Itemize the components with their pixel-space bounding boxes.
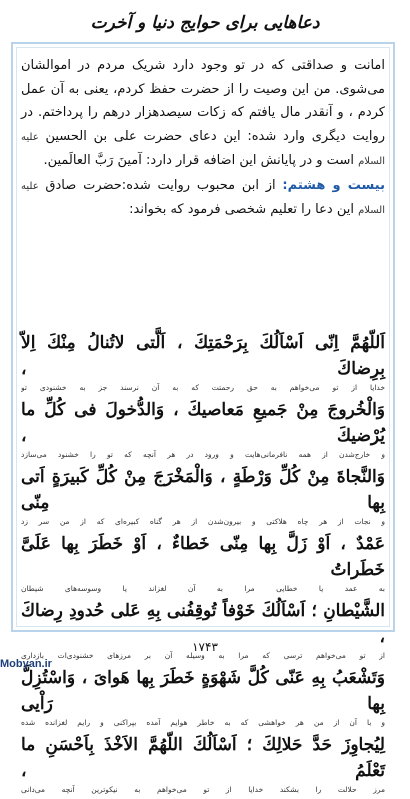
translation-line: و نجات از هر چاه هلاکتی و بیرون‌شدن از هر گناه کبیره‌ای که از من سر زد: [21, 517, 385, 526]
page-footer: [8, 640, 402, 654]
prayer-block: [21, 330, 385, 799]
body-text: [21, 54, 385, 223]
paragraph-text: امانت و صداقتی که در تو وجود دارد شریک مردم در اموالشان می‌شوی. من این وصیت را از حضرت حفظ کردم، یعنی به آن عمل کردم ، و آنقدر مال یافتم که زکات سیصدهزار درهم را پرداختم. در روایت دیگری وارد شده: این دعای حضرت علی بن الحسین: [21, 58, 386, 144]
arabic-line: الشَّیْطانِ ؛ اَسْاَلُكَ خَوْفاً تُوقِفُنی بِهِ عَلی حُدودِ رِضاكَ ،: [21, 601, 385, 647]
arabic-line: وَتَشْعَبُ بِهِ عَنّی كُلَّ شَهْوَةٍ خَطَرَ بِها هَوایَ ، وَاسْتُزِلَّ بِها رَاْیی: [21, 668, 385, 714]
paragraph-text-end: است و در پایانش این اضافه قرار دارد: آمینَ رَبَّ العالَمین.: [43, 153, 354, 168]
section-title: بیست و هشتم:: [282, 177, 385, 193]
arabic-line: وَالنَّجاةَ مِنْ كُلِّ وَرْطَةٍ ، وَالْمَخْرَجَ مِنْ كُلِّ كَبیرَةٍ اَتی بِها مِنّی: [21, 467, 385, 513]
translation-line: و خارج‌شدن از همه نافرمانی‌هایت و ورود در هر آنچه که تو را خشنود می‌سازد: [21, 450, 385, 459]
salawat-mark: علیه السلام: [21, 180, 385, 216]
translation-line: و با آن از من هر خواهشی که به خاطر هوایم آمده بپراکنی و رایم لغزانده شده: [21, 718, 385, 727]
section-heading: [21, 174, 385, 223]
arabic-line: وَالْخُروجَ مِنْ جَمیعِ مَعاصیكَ ، وَالدُّخولَ فی كُلِّ ما یُرْضیكَ ،: [21, 400, 385, 446]
site-watermark[interactable]: Mobyan.ir: [0, 658, 52, 670]
section-intro: از ابن محبوب روایت شده:حضرت صادق: [38, 177, 276, 193]
translation-line: از تو می‌خواهم ترسی که مرا به وسیله آن بر مرزهای خشنودی‌ات بازداری: [21, 651, 385, 660]
salawat-mark: علیه السلام: [21, 131, 385, 167]
translation-line: به عمد یا خطایی مرا به آن لغزاند یا وسوسه‌های شیطان: [21, 584, 385, 593]
arabic-line: لِیُجاوِزَ حَدَّ حَلالِكَ ؛ اَسْاَلُكَ اللّهُمَّ الاَخْذَ بِاَحْسَنِ ما تَعْلَمُ ،: [21, 735, 385, 781]
arabic-line: عَمْدٌ ، اَوْ زَلَّ بِها مِنّی خَطاءٌ ، اَوْ خَطَرَ بِها عَلَیَّ خَطَراتُ: [21, 534, 385, 580]
page-number: ۱۷۴۳: [192, 640, 218, 654]
paragraph: [21, 54, 385, 174]
page-header: [8, 4, 402, 42]
header-title: دعاهایی برای حوایج دنیا و آخرت: [90, 13, 320, 33]
section-intro-end: این دعا را تعلیم شخصی فرمود که بخواند:: [129, 202, 354, 217]
arabic-line: اَللّهُمَّ اِنّی اَسْاَلُكَ بِرَحْمَتِكَ ، اَلَّتی لاتُنالُ مِنْكَ اِلاّ بِرِضاكَ ،: [21, 333, 385, 379]
translation-line: خدایا از تو می‌خواهم به حق رحمتت که به آن نرسند جز به خشنودی تو: [21, 383, 385, 392]
translation-line: مرز حلالت را بشکند خدایا از تو می‌خواهم به نیکوترین آنچه می‌دانی: [21, 785, 385, 794]
